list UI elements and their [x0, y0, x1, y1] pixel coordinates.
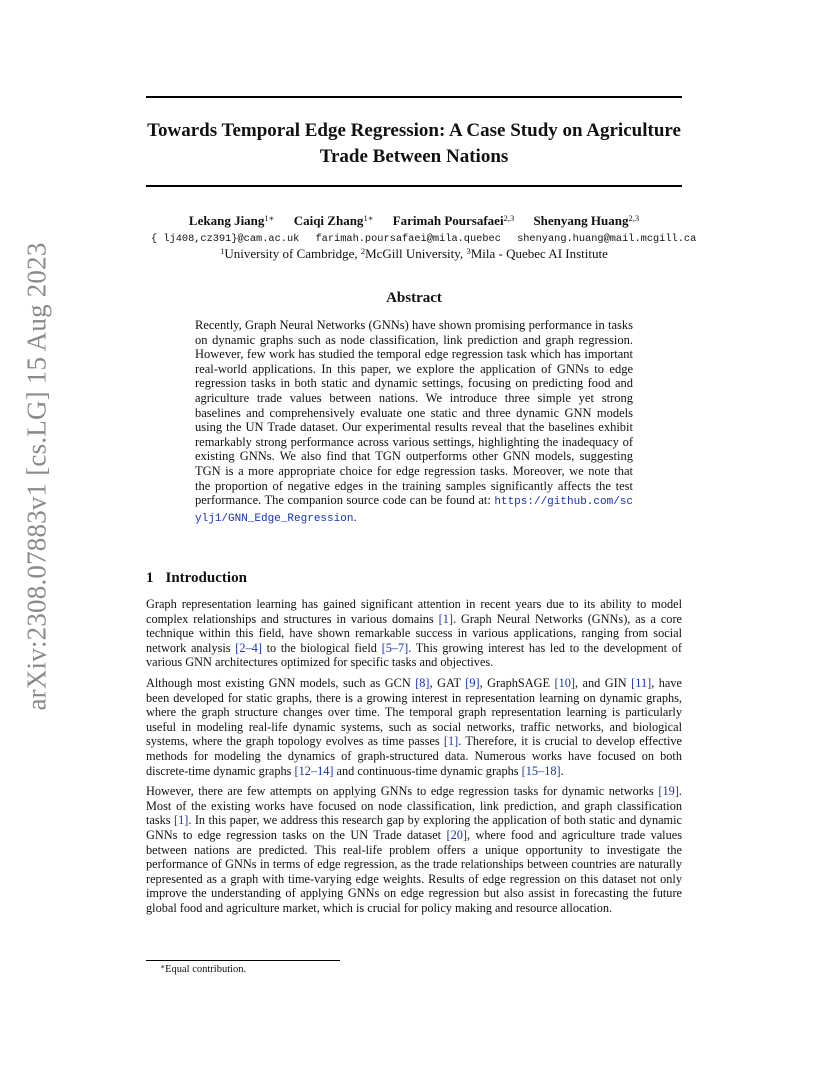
- citation-link[interactable]: [20]: [446, 827, 467, 842]
- citation-link[interactable]: [19]: [658, 784, 679, 799]
- citation-link[interactable]: [2–4]: [235, 640, 262, 655]
- paragraph-text: . Most of the existing works have focused on node classification, link prediction, and graph classification tasks: [146, 784, 682, 828]
- author-list: [146, 213, 682, 229]
- title-rule-bottom: [146, 185, 682, 187]
- paragraph-text: , where food and agriculture trade values between nations are predicted. This real-life problem offers a unique opportunity to investigate the performance of GNNs in terms of edge regression, as the trade relationships between countries are naturally represented as a graph with time-varying edge weights. Results of edge regression on this dataset not only improve the understanding of applying GNNs on edge regression but also assist in forecasting the future global food and agriculture market, which is crucial for policy making and resource allocation.: [146, 827, 682, 915]
- paragraph-text: . Graph Neural Networks (GNNs), as a core technique within this field, have shown remarkable success in various applications, ranging from social network analysis: [146, 611, 682, 655]
- paragraph-text: , and GIN: [575, 675, 632, 690]
- citation-link[interactable]: [1]: [443, 734, 459, 749]
- footnote-rule: [146, 960, 340, 961]
- citation-link[interactable]: [1]: [174, 813, 189, 828]
- author: Lekang Jiang$^{1∗}$: [188, 213, 275, 228]
- citation-link[interactable]: [15–18]: [521, 763, 561, 778]
- paragraph-text: to the biological field: [261, 640, 382, 655]
- author-emails: [146, 232, 697, 246]
- email: { lj408,cz391}@cam.ac.uk: [151, 233, 300, 245]
- paragraph-text: , GAT: [429, 675, 466, 690]
- paragraph: [146, 676, 682, 778]
- paragraph-text: , GraphSAGE: [479, 675, 555, 690]
- arxiv-identifier: arXiv:2308.07883v1 [cs.LG] 15 Aug 2023: [21, 241, 52, 711]
- citation-link[interactable]: [5–7]: [381, 640, 409, 655]
- paper-title: Towards Temporal Edge Regression: A Case Study on Agriculture Trade Between Nations: [147, 120, 681, 167]
- introduction-body: [146, 597, 682, 921]
- paragraph-text: and continuous-time dynamic graphs: [333, 763, 522, 778]
- citation-link[interactable]: [12–14]: [294, 763, 334, 778]
- paragraph: [146, 597, 682, 670]
- email: farimah.poursafaei@mila.quebec: [315, 233, 501, 245]
- abstract-body: Recently, Graph Neural Networks (GNNs) have shown promising performance in tasks on dynamic graphs such as node classification, link prediction and graph regression. However, few work has studied the temporal edge regression task which has important real-world applications. In this paper, we explore the application of GNNs to edge regression tasks in both static and dynamic settings, focusing on predicting food and agriculture trade values between nations. We introduce three simple yet strong baselines and comprehensively evaluate one static and three dynamic GNN models using the UN Trade dataset. Our experimental results reveal that the baselines exhibit remarkably strong performance across various settings, highlighting the inadequacy of existing GNNs. We also find that TGN outperforms other GNN models, suggesting TGN is a more appropriate choice for edge regression tasks. Moreover, we note that the proportion of negative edges in the training samples significantly affects the test performance. The companion source code can be found at: https://github.com/scylj1/GNN_Edge_Regression.: [195, 318, 633, 525]
- citation-link[interactable]: [10]: [554, 675, 575, 690]
- paragraph-text: . In this paper, we address this research gap by exploring the application of both static and dynamic GNNs to edge regression tasks on the UN Trade dataset: [146, 813, 682, 842]
- citation-link[interactable]: [11]: [631, 675, 652, 690]
- paragraph-text: . This growing interest has led to the development of various GNN architectures optimized for specific tasks and objectives.: [146, 640, 683, 670]
- paragraph-text: Although most existing GNN models, such as GCN: [146, 675, 416, 690]
- author: Farimah Poursafaei$^{2,3}$: [392, 213, 515, 228]
- author: Shenyang Huang$^{2,3}$: [533, 213, 640, 228]
- citation-link[interactable]: [8]: [415, 675, 430, 690]
- affiliations: $^1$University of Cambridge, $^2$McGill University, $^3$Mila - Quebec AI Institute: [220, 246, 608, 261]
- email: shenyang.huang@mail.mcgill.ca: [517, 233, 697, 245]
- paragraph-text: However, there are few attempts on applying GNNs to edge regression tasks for dynamic networks: [146, 784, 659, 799]
- paragraph-text: Graph representation learning has gained significant attention in recent years due to its ability to model complex relationships and structures in various domains: [146, 597, 682, 626]
- code-link[interactable]: https://github.com/scylj1/GNN_Edge_Regression: [195, 496, 633, 525]
- paragraph: [146, 784, 682, 915]
- section-heading: 1 Introduction: [146, 570, 247, 586]
- title-rule-top: [146, 96, 682, 98]
- paragraph-text: , have been developed for static graphs, there is a growing interest in representation learning on dynamic graphs, where the graph structure changes over time. The temporal graph representation learning is particularly useful in modeling real-life dynamic systems, such as social networks, traffic networks, and biological systems, where the graph topology evolves as time passes: [146, 675, 682, 749]
- author: Caiqi Zhang$^{1∗}$: [293, 213, 374, 228]
- citation-link[interactable]: [9]: [465, 675, 480, 690]
- arxiv-sidebar: [12, 241, 62, 711]
- abstract-heading: Abstract: [386, 290, 442, 306]
- footnote: ∗Equal contribution.: [160, 962, 247, 975]
- paragraph-text: . Therefore, it is crucial to develop effective methods for modeling the dynamics of graph-structured data. Numerous works have focused on both discrete-time dynamic graphs: [146, 734, 682, 778]
- citation-link[interactable]: [1]: [438, 611, 453, 626]
- paragraph-text: .: [560, 763, 564, 778]
